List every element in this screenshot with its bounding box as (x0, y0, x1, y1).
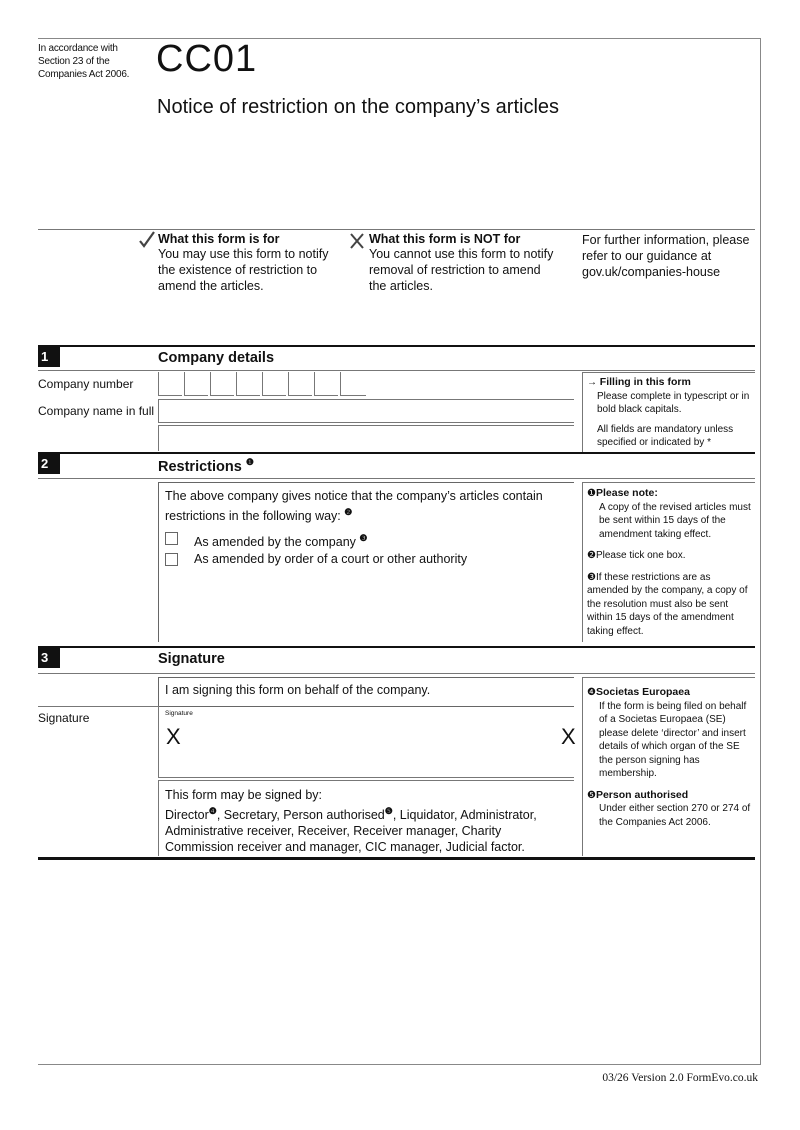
legal-line-3: Companies Act 2006. (38, 69, 130, 80)
what-form-for (158, 232, 348, 294)
restrictions-box (158, 482, 574, 642)
section3-title: Signature (158, 651, 225, 667)
side-marker-3: ❸ (587, 571, 596, 583)
section1-number: 1 (38, 347, 60, 367)
section2-subrule (38, 478, 755, 479)
signature-box[interactable] (158, 706, 574, 778)
x-mark-left: X (166, 724, 181, 749)
section2-rule (38, 452, 755, 454)
filling-in-note (582, 372, 755, 452)
option1-checkbox[interactable] (165, 532, 178, 545)
restrictions-intro: The above company gives notice that the company’s articles contain restrictions in the following way: $^❷$ (165, 489, 543, 524)
restrictions-notes (582, 482, 755, 642)
note-marker-3: ❸ (359, 533, 368, 543)
option2-label: As amended by order of a court or other authority (194, 552, 468, 566)
digit-box[interactable] (288, 372, 312, 396)
cross-icon (349, 233, 365, 254)
digit-box[interactable] (158, 372, 182, 396)
side-marker-4: ❹ (587, 687, 596, 698)
signed-by-heading: This form may be signed by: (165, 788, 323, 802)
signature-row-rule (38, 706, 158, 707)
section1-title: Company details (158, 350, 275, 366)
digit-box[interactable] (262, 372, 286, 396)
section1-subrule (38, 370, 755, 371)
section2-number: 2 (38, 454, 60, 474)
signature-box-label: Signature (165, 710, 193, 717)
intro-rule (38, 229, 755, 230)
option1-label: As amended by the company $^❸$ (194, 533, 368, 550)
signed-by-box (158, 780, 574, 856)
section1-rule (38, 345, 755, 347)
side-marker-2: ❷ (587, 550, 596, 561)
company-name-input-line1[interactable] (158, 399, 574, 423)
person-authorised-text: Under either section 270 or 274 of the Companies Act 2006. (599, 803, 751, 828)
signature-notes (582, 677, 755, 856)
tick-one-text: Please tick one box. (595, 550, 686, 561)
not-for-heading: What this form is NOT for (369, 232, 521, 246)
section3-subrule (38, 673, 755, 674)
se-heading: Societas Europaea (595, 686, 690, 698)
filling-text-1: Please complete in typescript or in bold black capitals. (597, 390, 750, 415)
digit-box[interactable] (340, 372, 366, 396)
digit-box[interactable] (236, 372, 260, 396)
restrictions-title: Restrictions (158, 458, 242, 475)
resolution-note-text: If these restrictions are as amended by the company, a copy of the resolution must also be sent within 15 days of the amendment taking effect. (587, 571, 748, 637)
digit-box[interactable] (210, 372, 234, 396)
company-number-input[interactable] (158, 372, 366, 396)
section3-rule (38, 646, 755, 648)
top-rule (38, 38, 761, 39)
note-marker-2: ❷ (344, 507, 353, 517)
signed-by-list: Director$^❹$, Secretary, Person authorised$^❺$, Liquidator, Administrator, Administrative receiver, Receiver, Receiver manager, Charity Commission receiver and manager, CIC manager, Judicial factor. (165, 806, 537, 855)
option2-checkbox[interactable] (165, 553, 178, 566)
for-heading: What this form is for (158, 232, 280, 246)
please-note-heading: Please note: (595, 487, 658, 499)
bottom-rule (38, 1064, 761, 1065)
filling-heading: Filling in this form (599, 376, 691, 388)
side-marker-1: ❶ (587, 488, 596, 499)
arrow-right-icon: → (587, 377, 597, 388)
note-marker-1: ❶ (245, 457, 254, 467)
section3-number: 3 (38, 648, 60, 668)
signing-statement: I am signing this form on behalf of the company. (158, 677, 574, 707)
note-marker-4: ❹ (208, 806, 217, 816)
person-authorised-heading: Person authorised (595, 788, 689, 801)
please-note-text: A copy of the revised articles must be sent within 15 days of the amendment taking effect. (599, 501, 751, 540)
note-marker-5: ❺ (384, 806, 393, 816)
footer-version: 03/26 Version 2.0 FormEvo.co.uk (602, 1072, 758, 1084)
digit-box[interactable] (314, 372, 338, 396)
digit-box[interactable] (184, 372, 208, 396)
company-name-input-line2[interactable] (158, 425, 574, 451)
side-marker-5: ❺ (587, 789, 596, 801)
section2-title (158, 457, 254, 475)
further-info: For further information, please refer to our guidance at gov.uk/companies-house (582, 233, 750, 279)
form-title: Notice of restriction on the company’s articles (157, 96, 560, 118)
legal-reference (38, 42, 148, 81)
x-mark-right: X (561, 724, 576, 749)
what-form-not-for (369, 232, 559, 294)
filling-text-2: All fields are mandatory unless specified or indicated by * (597, 423, 734, 448)
not-for-text: You cannot use this form to notify removal of restriction to amend the articles. (369, 247, 554, 293)
for-text: You may use this form to notify the existence of restriction to amend the articles. (158, 247, 329, 293)
form-code: CC01 (156, 38, 258, 80)
se-text: If the form is being filed on behalf of a Societas Europaea (SE) please delete ‘director’ and insert details of which organ of the SE the person signing has membership. (599, 700, 747, 779)
legal-line-2: Section 23 of the (38, 56, 110, 67)
tick-icon (138, 231, 156, 254)
end-rule (38, 857, 755, 860)
company-name-label: Company name in full (38, 404, 155, 418)
signature-label: Signature (38, 711, 90, 725)
company-number-label: Company number (38, 377, 134, 391)
legal-line-1: In accordance with (38, 43, 118, 54)
right-rule (760, 38, 761, 1065)
